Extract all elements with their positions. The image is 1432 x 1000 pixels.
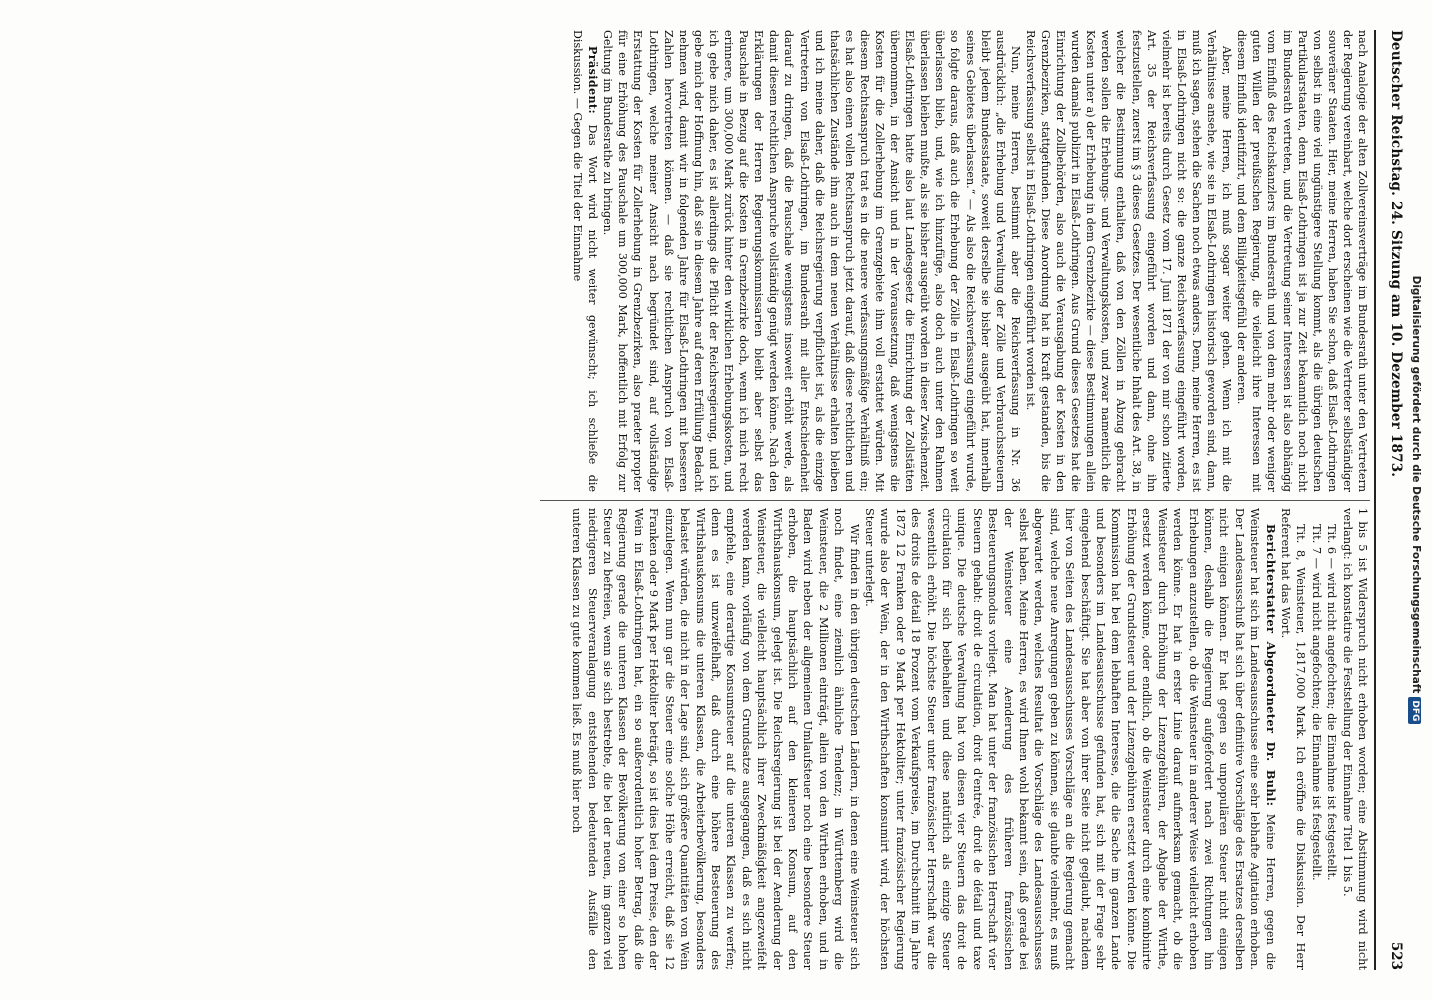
column-divider [540, 500, 1370, 501]
speech-text: Meine Herren, gegen die Weinsteuer hat sich im Landesausschusse eine sehr lebhafte Agitation erhoben. Der Landesausschuß hat sich über definitive Vorschläge des Ersatzes derselben nicht einigen können. Er hat gegen so unpopulären Steuer nicht einigen können, deshalb die Regierung aufgefordert nach zwei Richtungen hin Erhebungen anzustellen, ob die Weinsteuer in anderer Weise vielleicht erhoben werden könne. Er hat in erster Linie darauf aufmerksam gemacht, ob die Weinsteuer durch Erhöhung der Lizenzgebühren, der Abgabe der Wirthe, ersetzt werden könne, oder endlich, ob die Weinsteuer durch eine kombinirte Erhöhung der Grundsteuer und der Lizenzgebühren ersetzt werden könne. Die Kommission hat bei dem lebhaften Interesse, die die Sache im ganzen Lande und besonders im Landesausschusse gefunden hat, sich mit der Frage sehr eingehend beschäftigt. Sie hat aber von ihrer Seite nicht geglaubt, nachdem hier von Seiten des Landesausschusses Vorschläge an die Regierung gemacht sind, welche neue Anregungen geben zu können, sie glaubte vielmehr, es muß abgewartet werden, welches Resultat die Vorschläge des Landesausschusses selbst haben. Meine Herren, es wird Ihnen wohl bekannt sein, daß gerade bei der Weinsteuer eine Aenderung des früheren französischen Besteuerungsmodus vorliegt. Man hat unter der französischen Herrschaft vier Steuern gehabt: droit de circulation, droit d'entrée, droit de détail und taxe unique. Die deutsche Verwaltung hat von diesen vier Steuern das droit de circulation für sich beibehalten und diese natürlich als einzige Steuer wesentlich erhöht. Die höchste Steuer unter französischer Herrschaft war die des droits de détail 18 Prozent vom Verkaufspreise, im Durchschnitt im Jahre 1872 12 Franken oder 9 Mark per Hektoliter; unter französischer Regierung wurde also der Wein, der in den Wirthschaften konsumirt wird, der höchsten Steuer unterlegt. [863, 508, 1277, 970]
paragraph: nach Analogie der alten Zollvereinsverträge im Bundesrath unter den Vertretern der Regierung vereinbart, welche dort erscheinen wie die Vertreter selbständiger souveräner Staaten. Hier, meine Herren, haben Sie schon, daß Elsaß-Lothringen von selbst in eine viel ungünstigere Stellung kommt, als die übrigen deutschen Partikularstaaten, denn Elsaß-Lothringen ist ja zur Zeit bekanntlich noch nicht im Bundesrath vertreten, und die Vertretung seiner Interessen ist also abhängig vom Einfluß des Reichskanzlers im Bundesrath und von dem mehr oder weniger guten Willen der preußischen Regierung, die vielleicht ihre Interessen mit diesem Einfluß identifizirt, und dem Billigkeitsgefühl der anderen. [1235, 30, 1369, 492]
header-rule [1374, 30, 1376, 970]
paragraph: 1 bis 5 ist Widerspruch nicht erhoben worden; eine Abstimmung wird nicht verlangt: ich konstatire die Feststellung der Einnahme Titel 1 bis 5. [1340, 508, 1369, 970]
paragraph: Tit. 6 — wird nicht angefochten; die Einnahme ist festgestellt. [1325, 524, 1339, 881]
digitization-credit [1404, 0, 1428, 1000]
left-column [570, 30, 1370, 492]
running-title: Deutscher Reichstag. 24. Sitzung am 10. Dezember 1873. [1388, 30, 1404, 478]
speech-text: Das Wort wird nicht weiter gewünscht; ich schließe die Diskussion. — Gegen die Titel der Einnahme [571, 30, 600, 493]
paragraph [570, 30, 600, 492]
paragraph: Aber, meine Herren, ich muß sogar weiter gehen. Wenn ich mit die Verhältnisse ansehe, wie sie in Elsaß-Lothringen historisch geworden sind, dann, muß ich sagen, stehen die Sachen noch etwas anders. Denn, meine Herren, es ist in Elsaß-Lothringen nicht so: die ganze Reichsverfassung eingeführt worden, vielmehr ist bereits durch Gesetz vom 17. Juni 1871 der von mir schon zitierte Art. 35 der Reichsverfassung eingeführt worden und dann, ohne ihn festzustellen, zuerst im § 3 dieses Gesetzes. Der wesentliche Inhalt des Art. 38, in welcher die Bestimmung enthalten, daß von den Zöllen in Abzug gebracht werden sollen die Erhebungs- und Verwaltungskosten, und zwar namentlich die Kosten unter a) der Erhebung in dem Grenzbezirke — diese Bestimmungen allein wurden damals publizirt in Elsaß-Lothringen. Aus Grund dieses Gesetzes hat die Einrichtung der Zollbehörden, also auch die Verausgabung der Kosten in den Grenzbezirken, stattgefunden. Diese Anordnung hat in Kraft gestanden, bis die Reichsverfassung selbst in Elsaß-Lothringen eingeführt worden ist. [1023, 30, 1234, 492]
credit-text: Digitalisierung gefördert durch die Deutsche Forschungsgemeinschaft [1410, 275, 1422, 694]
right-column [569, 508, 1370, 970]
dfg-logo: DFG [1408, 697, 1421, 724]
paragraph: Wir finden in den übrigen deutschen Ländern, in denen eine Weinsteuer sich noch findet, eine ziemlich ähnliche Tendenz; in Württemberg wird die Weinsteuer, die 2 Millionen einträgt, allein von den Wirthen erhoben, und in Baden wird neben der allgemeinen Umlaufsteuer noch eine besondere Steuer erhoben, die hauptsächlich auf den kleineren Konsum, auf den Wirthshauskonsum, gelegt ist. Die Reichsregierung ist bei der Aenderung der Weinsteuer, die vielleicht hauptsächlich ihrer Zweckmäßigkeit angezweifelt werden kann, vorläufig von dem Grundsatze ausgegangen, daß es sich nicht empfehle, eine derartige Konsumsteuer auf die unteren Klassen zu werfen; denn es ist unzweifelhaft, daß durch eine höhere Besteuerung des Wirthshauskonsums die unteren Klassen, die Arbeiterbevölkerung, besonders belastet würden, die nicht in der Lage sind, sich größere Quantitäten von Wein einzulegen. Wenn nun gar die Steuer eine solche Höhe erreicht, daß sie 12 Franken oder 9 Mark per Hektoliter beträgt, so ist dies bei dem Preise, den der Wein in Elsaß-Lothringen hat, ein so außerordentlich hoher Betrag, daß die Regierung gerade die unteren Klassen der Bevölkerung von einer so hohen Steuer zu befreien, wenn sie sich bestrebte, die bei der neuen, im ganzen viel niedrigeren Steuerveranlagung entstehenden bedeutenden Ausfälle den unteren Klassen zu gute kommen ließ. Es muß hier noch [570, 508, 861, 970]
paragraph: Tit. 8, Weinsteuer, 1,817,000 Mark. Ich eröffne die Diskussion. Der Herr Referent hat das Wort. [1278, 508, 1308, 970]
paragraph [862, 508, 1278, 970]
page-number: 523 [1388, 941, 1404, 970]
paragraph: Nun, meine Herren, bestimmt aber die Reichsverfassung in Nr. 36 ausdrücklich: „die Erhebung und Verwaltung der Zölle und Verbrauchssteuern bleibt jedem Bundesstaate, soweit derselbe sie bisher ausgeübt hat, innerhalb seines Gebietes überlassen.“ — Als also die Reichsverfassung eingeführt wurde, so folgte daraus, daß auch die Erhebung der Zölle in Elsaß-Lothringen so weit überlassen blieb, und, wie ich hinzufüge, also doch auch unter den Rahmen überlassen bleiben mußte, als sie bisher ausgeübt worden in dieser Zwischenzeit. Elsaß-Lothringen hatte also laut Landesgesetz die Einrichtung der Zollstätten übernommen, in der Ansicht und in der Voraussetzung, daß wenigstens die Kosten für die Zollerhebung im Grenzgebiete ihm voll erstattet würden. Mit diesem Rechtsanspruch trat es in die neuere verfassungsmäßige Verhältniß ein; es hat also einen vollen Rechtsanspruch jetzt darauf, daß diese rechtlichen und thatsächlichen Zustände ihm auch in dem neuen Verhältnisse erhalten bleiben und ich meine daher, daß die Reichsregierung verpflichtet ist, als die einzige Vertreterin von Elsaß-Lothringen, im Bundesrath mit aller Entschiedenheit darauf zu dringen, daß die Pauschale wenigstens insoweit erhöht werde, als damit diesem rechtlichen Anspruche vollständig genügt werden könne. Nach den Erklärungen der Herren Regierungskommissarien bleibt aber selbst das Pauschale in Bezug auf die Kosten in Grenzbezirke doch, wenn ich mich recht erinnere, um 300,000 Mark zurück hinter den wirklichen Erhebungskosten, und ich gebe mich daher, es ist allerdings die Pflicht der Reichsregierung, und ich gebe mich der Hoffnung hin, daß sie in diesem Jahre auf deren Erfüllung Bedacht nehmen wird, damit wir in folgenden Jahre für Elsaß-Lothringen mit besseren Zahlen hervortreten können. — daß sie rechtlichen Anspruch von Elsaß-Lothringen, welche meiner Ansicht nach begründet sind, auf vollständige Erstattung der Kosten für Zollerhebung in Grenzbezirken, also praeter propter für eine Erhöhung des Pauschale um 300,000 Mark, hoffentlich mit Erfolg zur Geltung im Bundesrathe zu bringen. [601, 30, 1022, 492]
paragraph: Tit. 7 — wird nicht angefochten; die Einnahme ist festgestellt. [1309, 524, 1323, 881]
speaker-label: Präsident: [586, 46, 600, 114]
speaker-label: Berichterstatter Abgeordneter Dr. Buhl: [1263, 524, 1278, 807]
